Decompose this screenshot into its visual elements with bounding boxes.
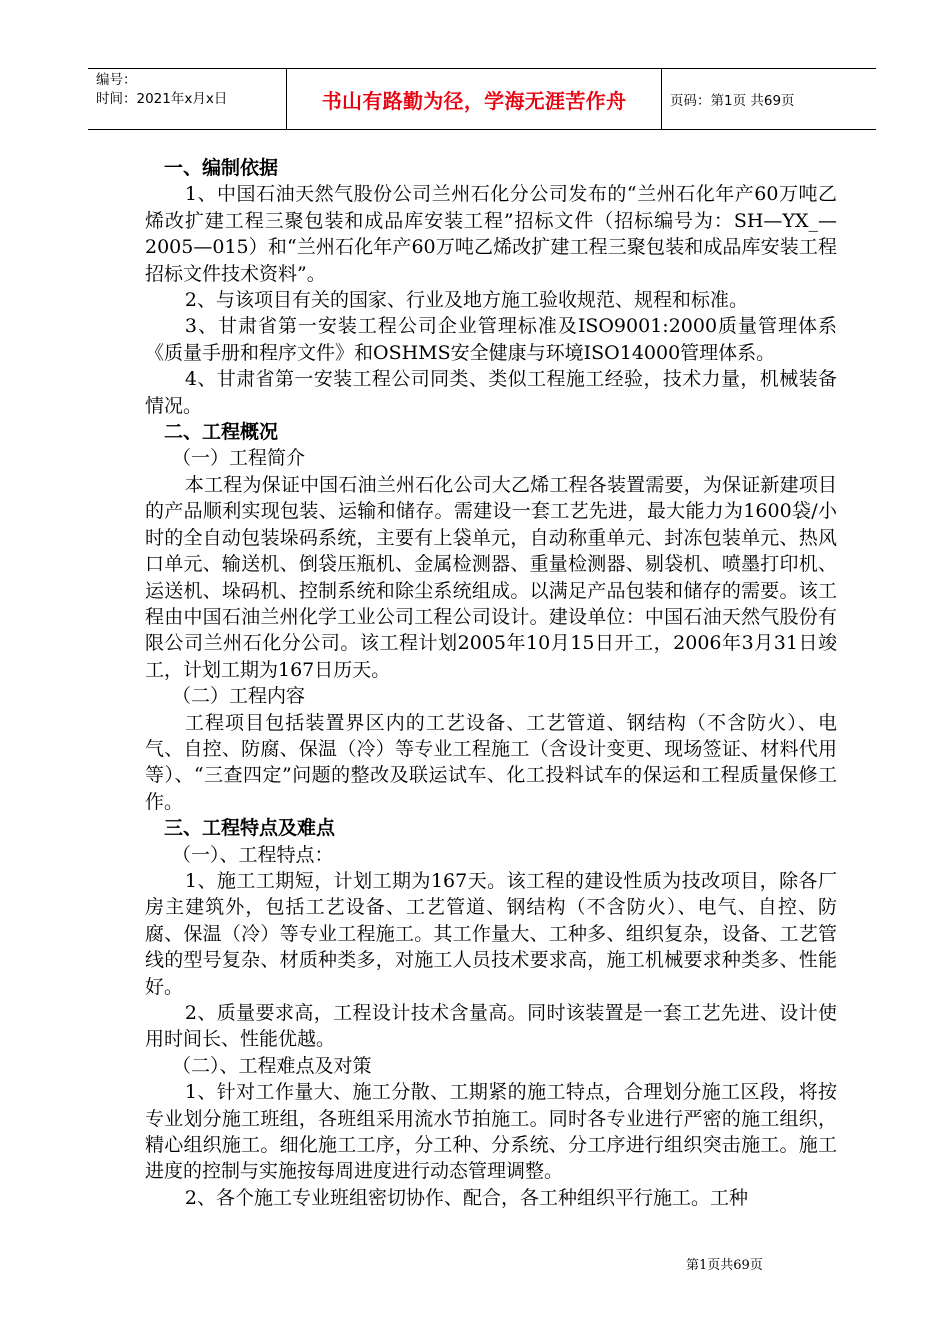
doc-time-label: 时间：2021年x月x日: [96, 91, 228, 107]
section-heading-2: 二、工程概况: [164, 421, 279, 444]
section-heading-1: 一、编制依据: [164, 157, 279, 179]
subsection-heading: （一）、工程特点：: [172, 843, 334, 866]
paragraph: 3、甘肃省第一安装工程公司企业管理标准及ISO9001:2000质量管理体系《质量手册和程序文件》和OSHMS安全健康与环境ISO14000管理体系。: [145, 315, 837, 364]
header-motto: 书山有路勤为径，学海无涯苦作舟: [287, 69, 662, 129]
header-meta: [88, 69, 287, 129]
paragraph: 2、各个施工专业班组密切协作、配合，各工种组织平行施工。工种: [184, 1186, 748, 1209]
paragraph: 本工程为保证中国石油兰州石化公司大乙烯工程各装置需要，为保证新建项目的产品顺利实现包装、运输和储存。需建设一套工艺先进，最大能力为1600袋/小时的全自动包装垛码系统，主要有上袋单元，自动称重单元、封冻包装单元、热风口单元、输送机、倒袋压瓶机、金属检测器、重量检测器、剔袋机、喷墨打印机、运送机、垛码机、控制系统和除尘系统组成。以满足产品包装和储存的需要。该工程由中国石油兰州化学工业公司工程公司设计。建设单位：中国石油天然气股份有限公司兰州石化分公司。该工程计划2005年10月15日开工，2006年3月31日竣工，计划工期为167日历天。: [145, 473, 837, 681]
subsection-heading: （一）工程简介: [172, 447, 306, 470]
paragraph: 1、中国石油天然气股份公司兰州石化分公司发布的“兰州石化年产60万吨乙烯改扩建工程三聚包装和成品库安装工程”招标文件（招标编号为：SH—YX_—2005—015）和“兰州石化年产60万吨乙烯改扩建工程三聚包装和成品库安装工程招标文件技术资料”。: [145, 183, 837, 285]
doc-number-label: 编号：: [96, 72, 137, 88]
subsection-heading: （二）工程内容: [172, 685, 306, 708]
header-page-number: 页码：第1页 共69页: [670, 93, 795, 109]
section-heading-3: 三、工程特点及难点: [164, 817, 336, 840]
paragraph: 2、质量要求高，工程设计技术含量高。同时该装置是一套工艺先进、设计使用时间长、性能优越。: [145, 1002, 837, 1051]
paragraph: 1、针对工作量大、施工分散、工期紧的施工特点，合理划分施工区段，将按专业划分施工班组，各班组采用流水节拍施工。同时各专业进行严密的施工组织，精心组织施工。细化施工工序，分工种、分系统、分工序进行组织突击施工。施工进度的控制与实施按每周进度进行动态管理调整。: [145, 1081, 837, 1183]
paragraph: 2、与该项目有关的国家、行业及地方施工验收规范、规程和标准。: [184, 289, 748, 312]
paragraph: 4、甘肃省第一安装工程公司同类、类似工程施工经验，技术力量，机械装备情况。: [145, 368, 837, 417]
paragraph: 工程项目包括装置界区内的工艺设备、工艺管道、钢结构（不含防火）、电气、自控、防腐、保温（冷）等专业工程施工（含设计变更、现场签证、材料代用等）、“三查四定”问题的整改及联运试车、化工投料试车的保运和工程质量保修工作。: [145, 711, 837, 813]
document-body: [145, 155, 837, 1211]
page-header: [88, 68, 876, 130]
subsection-heading: （二）、工程难点及对策: [172, 1054, 372, 1077]
footer-page-number: 第1页共69页: [686, 1258, 763, 1273]
paragraph: 1、施工工期短，计划工期为167天。该工程的建设性质为技改项目，除各厂房主建筑外，包括工艺设备、工艺管道、钢结构（不含防火）、电气、自控、防腐、保温（冷）等专业工程施工。其工作量大、工种多、组织复杂，设备、工艺管线的型号复杂、材质种类多，对施工人员技术要求高，施工机械要求种类多、性能好。: [145, 869, 837, 998]
